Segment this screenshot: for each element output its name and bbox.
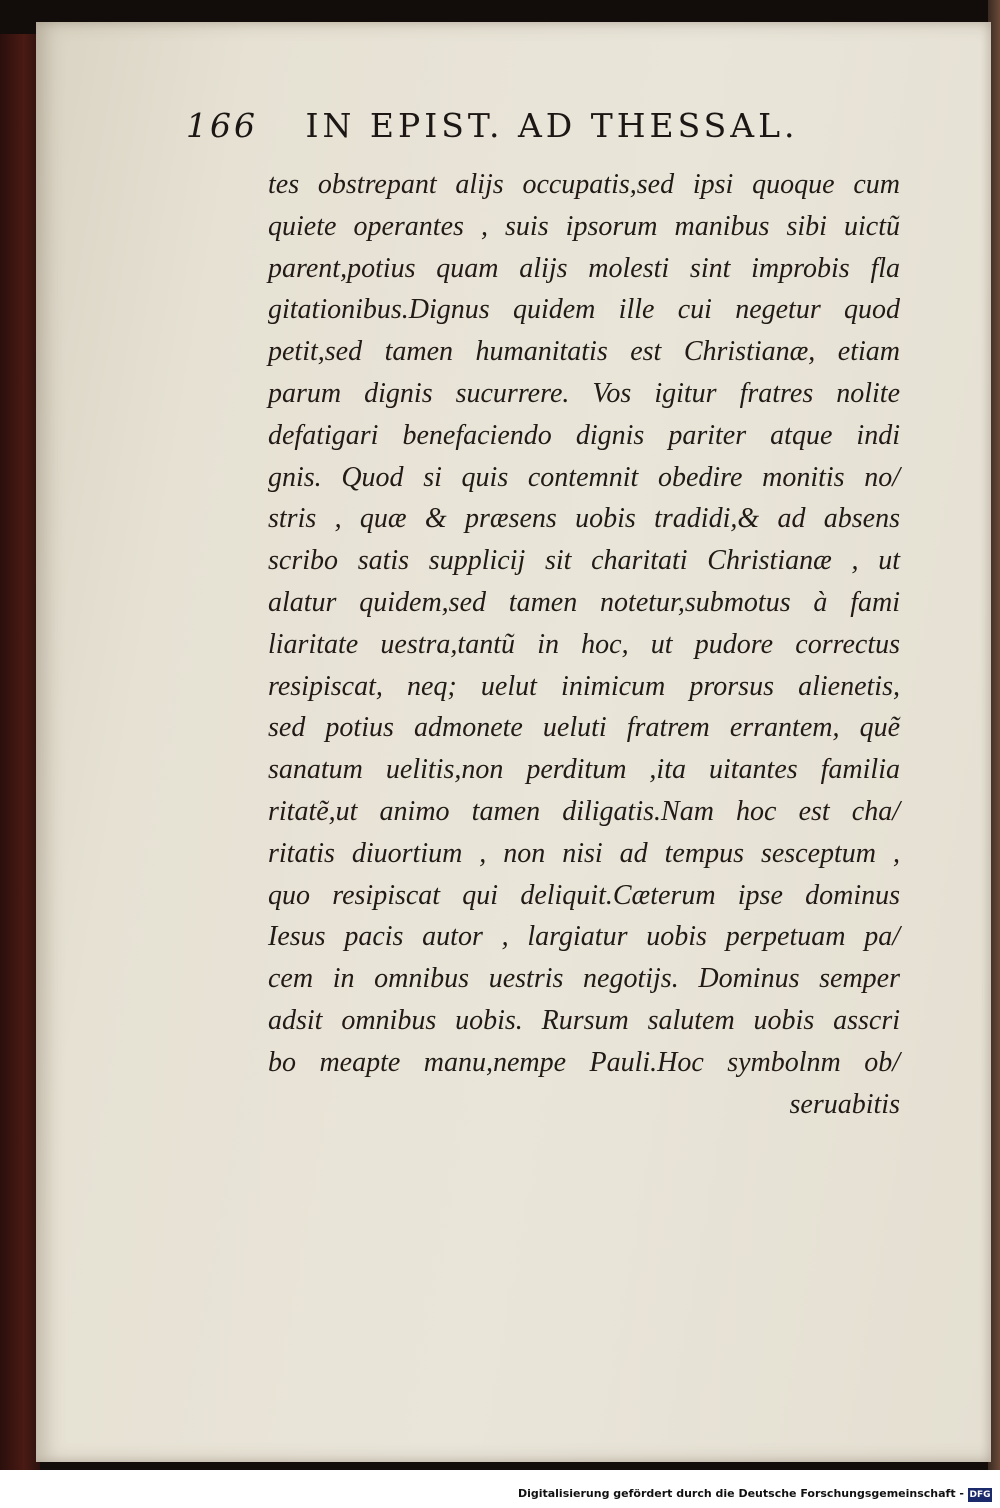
body-text xyxy=(268,164,900,1125)
text-line: bo meapte manu,nempe Pauli.Hoc symbolnm ob/ xyxy=(268,1046,900,1078)
text-line: liaritate uestra,tantũ in hoc, ut pudore correctus xyxy=(268,628,900,660)
text-line: scribo satis supplicij sit charitati Christianæ , ut xyxy=(268,545,900,577)
text-line: stris , quæ & præsens uobis tradidi,& ad absens xyxy=(268,503,900,535)
text-line: ritatis diuortium , non nisi ad tempus sesceptum , xyxy=(268,837,900,869)
text-line: defatigari benefaciendo dignis pariter atque indi xyxy=(268,419,900,451)
text-line: cem in omnibus uestris negotijs. Dominus semper xyxy=(268,963,900,995)
text-line: resipiscat, neq; uelut inimicum prorsus alienetis, xyxy=(268,670,900,702)
text-line: sed potius admonete ueluti fratrem errantem, quẽ xyxy=(268,712,900,744)
text-line: parum dignis sucurrere. Vos igitur fratres nolite xyxy=(268,377,900,409)
digitization-credit: Digitalisierung gefördert durch die Deutsche Forschungsgemeinschaft - xyxy=(517,1487,964,1500)
text-line: adsit omnibus uobis. Rursum salutem uobis asscri xyxy=(268,1004,900,1036)
text-line: quiete operantes , suis ipsorum manibus sibi uictũ xyxy=(268,210,900,242)
catchword: seruabitis xyxy=(789,1088,900,1120)
page-header xyxy=(186,106,906,152)
text-line: petit,sed tamen humanitatis est Christianæ, etiam xyxy=(268,336,900,368)
text-line: Iesus pacis autor , largiatur uobis perpetuam pa/ xyxy=(268,921,900,953)
running-head: IN EPIST. AD THESSAL. xyxy=(305,106,799,145)
text-line: tes obstrepant alijs occupatis,sed ipsi quoque cum xyxy=(268,169,900,200)
text-line: parent,potius quam alijs molesti sint improbis fla xyxy=(268,252,900,284)
footer-strip xyxy=(0,1470,1000,1508)
page-number: 166 xyxy=(186,106,258,145)
text-line: ritatẽ,ut animo tamen diligatis.Nam hoc est cha/ xyxy=(268,795,900,827)
text-line: gnis. Quod si quis contemnit obedire monitis no/ xyxy=(268,461,900,493)
text-line: quo resipiscat qui deliquit.Cæterum ipse dominus xyxy=(268,879,900,911)
dfg-logo: DFG xyxy=(969,1490,991,1500)
text-line: sanatum uelitis,non perditum ,ita uitantes familia xyxy=(268,754,900,786)
book-edge-left xyxy=(0,34,40,1470)
text-line: gitationibus.Dignus quidem ille cui negetur quod xyxy=(268,294,900,326)
text-line: alatur quidem,sed tamen notetur,submotus à fami xyxy=(268,586,900,618)
